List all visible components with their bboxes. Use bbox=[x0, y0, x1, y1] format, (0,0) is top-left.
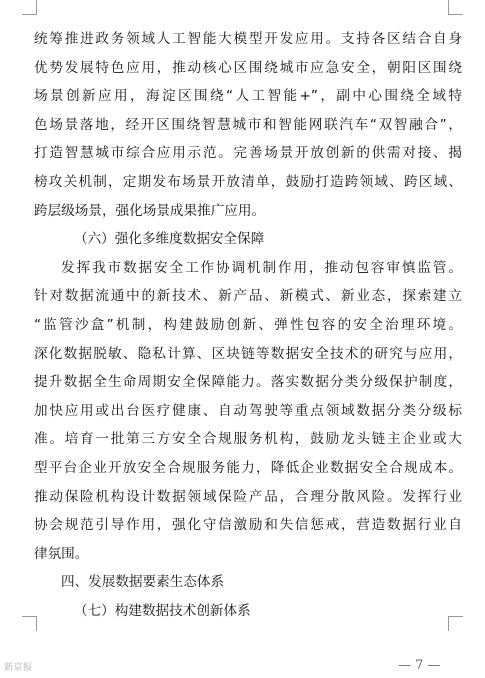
paragraph-line: 优势发展特色应用，推动核心区围绕城市应急安全，朝阳区围绕 bbox=[34, 59, 462, 76]
paragraph-line: 场景创新应用，海淀区围绕“人工智能+”，副中心围绕全域特 bbox=[34, 88, 462, 105]
paragraph-line: 准。培育一批第三方安全合规服务机构，鼓励龙头链主企业或大 bbox=[34, 431, 462, 448]
section-heading-6: （六）强化多维度数据安全保障 bbox=[74, 231, 265, 248]
document-body bbox=[34, 25, 462, 625]
paragraph-line: 加快应用或出台医疗健康、自动驾驶等重点领域数据分类分级标 bbox=[34, 402, 462, 419]
paragraph-line: “监管沙盒”机制，构建鼓励创新、弹性包容的安全治理环境。 bbox=[34, 316, 462, 333]
crop-mark-top-right bbox=[448, 0, 463, 15]
section-heading-7: （七）构建数据技术创新体系 bbox=[74, 602, 251, 619]
paragraph-line: 色场景落地，经开区围绕智慧城市和智能网联汽车“双智融合”， bbox=[34, 116, 462, 133]
watermark-logo: 新京报 bbox=[4, 663, 33, 673]
paragraph-line: 跨层级场景，强化场景成果推广应用。 bbox=[34, 202, 266, 219]
paragraph-line: 深化数据脱敏、隐私计算、区块链等数据安全技术的研究与应用， bbox=[34, 345, 462, 362]
paragraph-line: 榜攻关机制，定期发布场景开放清单，鼓励打造跨领域、跨区域、 bbox=[34, 173, 462, 190]
paragraph-line: 型平台企业开放安全合规服务能力，降低企业数据安全合规成本。 bbox=[34, 459, 462, 476]
paragraph-line: 提升数据全生命周期安全保障能力。落实数据分类分级保护制度， bbox=[34, 374, 462, 391]
paragraph-line: 打造智慧城市综合应用示范。完善场景开放创新的供需对接、揭 bbox=[34, 145, 462, 162]
paragraph-line: 推动保险机构设计数据领域保险产品，合理分散风险。发挥行业 bbox=[34, 488, 462, 505]
paragraph-line: 统筹推进政务领域人工智能大模型开发应用。支持各区结合自身 bbox=[34, 31, 462, 47]
chapter-heading-4: 四、发展数据要素生态体系 bbox=[61, 574, 225, 591]
page-number: — 7 — bbox=[398, 658, 441, 673]
paragraph-line: 协会规范引导作用，强化守信激励和失信惩戒，营造数据行业自 bbox=[34, 517, 462, 534]
paragraph-line: 发挥我市数据安全工作协调机制作用，推动包容审慎监管。 bbox=[61, 259, 462, 276]
paragraph-line: 针对数据流通中的新技术、新产品、新模式、新业态，探索建立 bbox=[34, 288, 462, 305]
crop-mark-top-left bbox=[22, 0, 37, 15]
paragraph-line: 律氛围。 bbox=[34, 545, 89, 562]
